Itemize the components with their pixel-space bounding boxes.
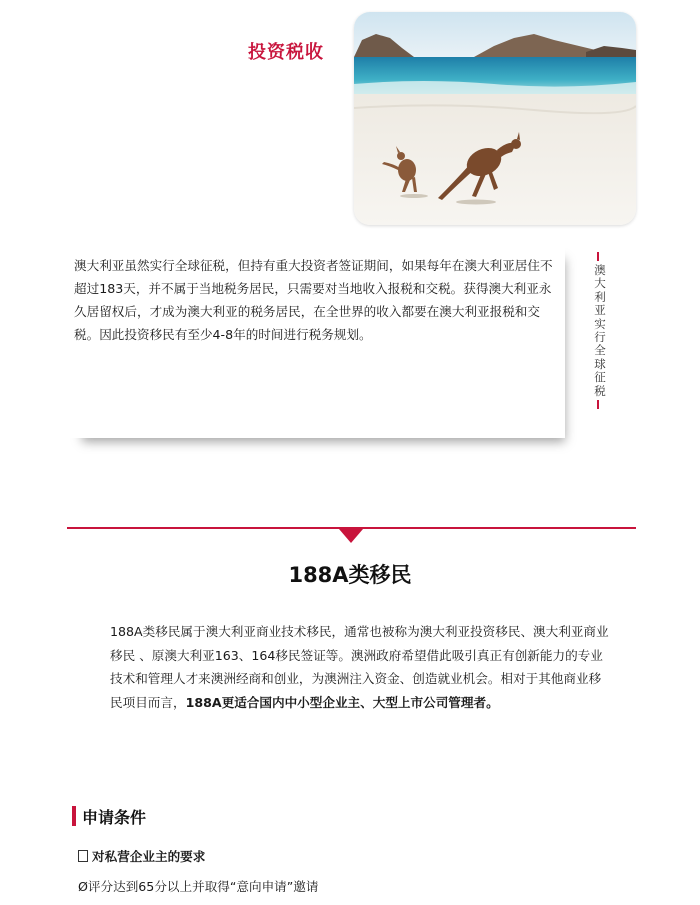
requirement-item: Ø评分达到65分以上并取得“意向申请”邀请 [78,879,319,894]
section-title-requirements: 申请条件 [82,808,147,827]
requirement-heading-text: 对私营企业主的要求 [92,849,206,864]
side-label-bottom-mark [597,400,599,409]
investment-tax-paragraph: 澳大利亚虽然实行全球征税，但持有重大投资者签证期间，如果每年在澳大利亚居住不超过183天，并不属于当地税务居民，只需要对当地收入报税和交税。获得澳大利亚永久居留权后，才成为澳大利亚的税务居民，在全世界的收入都要在澳大利亚报税和交税。因此投资移民有至少4-8年的时间进行税务规划。 [74,258,553,342]
188a-paragraph-highlight: 188A更适合国内中小型企业主、大型上市公司管理者。 [185,694,499,710]
section-marker-bar [72,806,76,826]
side-label-vertical: 澳大利亚实行全球征税 [594,263,606,398]
beach-kangaroo-photo [354,12,636,225]
section-title-188a: 188A类移民 [288,563,412,587]
188a-paragraph [110,620,610,714]
checkbox-icon [78,850,88,862]
section-title-investment-tax: 投资税收 [248,42,324,63]
requirement-heading [78,846,205,865]
divider-arrow-icon [339,529,363,543]
side-label-top-mark [597,252,599,261]
188a-paragraph-text: 188A类移民属于澳大利亚商业技术移民，通常也被称为澳大利亚投资移民、澳大利亚商业移民 、原澳大利亚163、164移民签证等。澳洲政府希望借此吸引真正有创新能力的专业技术和管理人才来澳洲经商和创业，为澳洲注入资金、创造就业机会。相对于其他商业移民项目而言， [110,624,609,710]
